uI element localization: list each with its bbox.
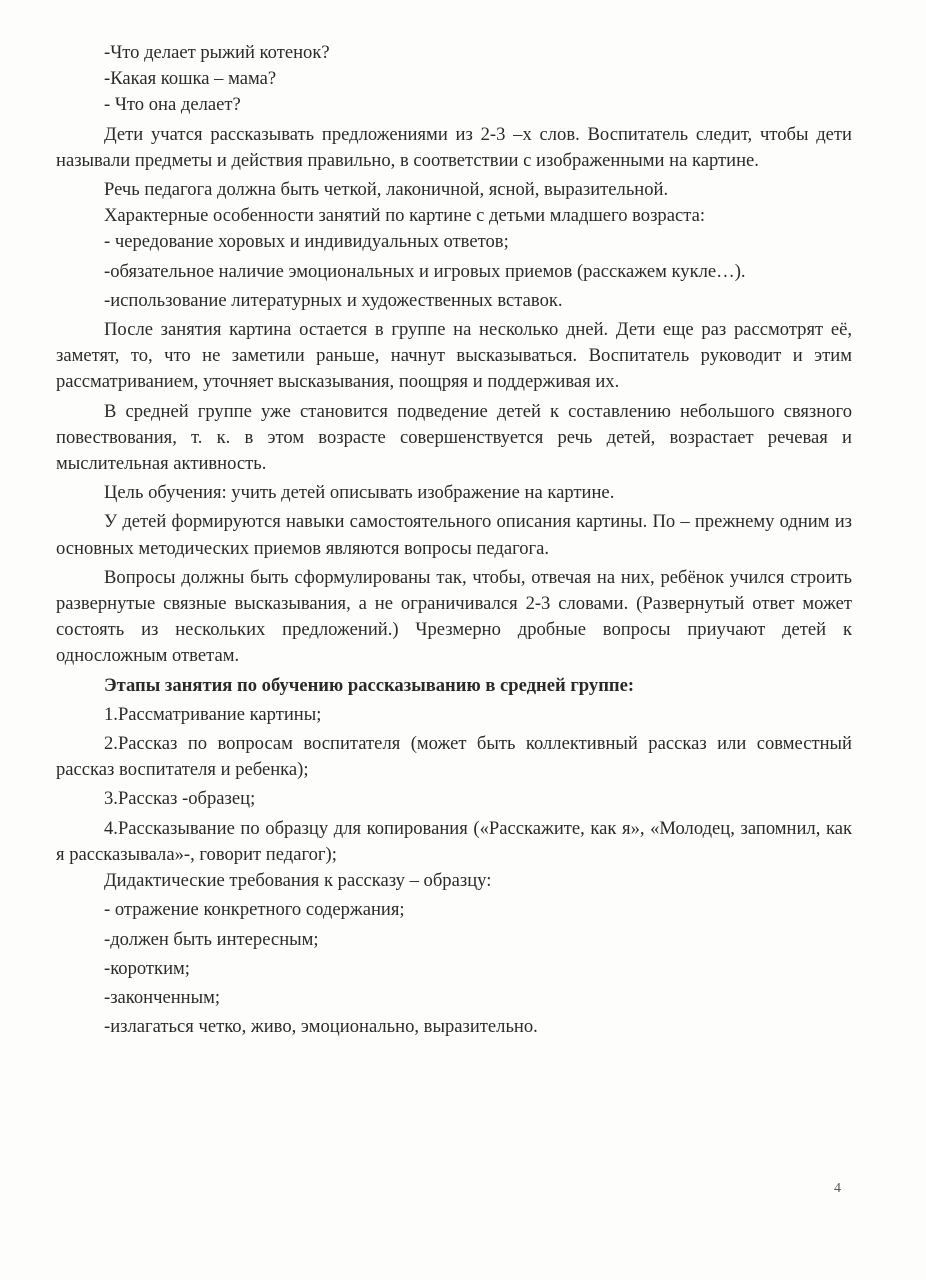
list-item: 2.Рассказ по вопросам воспитателя (может быть коллективный рассказ или совместный рассказ воспитателя и ребенка); (56, 733, 852, 781)
paragraph: Цель обучения: учить детей описывать изображение на картине. (104, 482, 615, 504)
list-item: 1.Рассматривание картины; (104, 703, 322, 725)
paragraph: Речь педагога должна быть четкой, лаконичной, ясной, выразительной. (104, 179, 669, 201)
question-line: - Что она делает? (104, 94, 241, 116)
list-item: 3.Рассказ -образец; (104, 788, 256, 810)
list-item: - чередование хоровых и индивидуальных ответов; (104, 231, 509, 253)
paragraph: Вопросы должны быть сформулированы так, чтобы, отвечая на них, ребёнок учился строить развернутые связные высказывания, а не ограничивался 2-3 словами. (Развернутый ответ может состоять из нескольких предложений.) Чрезмерно дробные вопросы приучают детей к односложным ответам. (56, 566, 852, 667)
list-item: -обязательное наличие эмоциональных и игровых приемов (расскажем кукле…). (104, 260, 746, 282)
section-heading: Этапы занятия по обучению рассказыванию в средней группе: (104, 674, 635, 696)
list-item: - отражение конкретного содержания; (104, 899, 405, 921)
paragraph: У детей формируются навыки самостоятельного описания картины. По – прежнему одним из основных методических приемов являются вопросы педагога. (56, 511, 852, 559)
question-line: -Какая кошка – мама? (104, 68, 277, 90)
page-number: 4 (834, 1181, 841, 1196)
list-item: -должен быть интересным; (104, 928, 319, 950)
question-line: -Что делает рыжий котенок? (104, 42, 330, 63)
list-item: -использование литературных и художественных вставок. (104, 289, 563, 311)
paragraph: Дети учатся рассказывать предложениями из 2-3 –х слов. Воспитатель следит, чтобы дети называли предметы и действия правильно, в соответствии с изображенными на картине. (56, 123, 852, 171)
paragraph: После занятия картина остается в группе на несколько дней. Дети еще раз рассмотрят её, заметят, то, что не заметили раньше, начнут высказываться. Воспитатель руководит и этим рассматриванием, уточняет высказывания, поощряя и поддерживая их. (56, 319, 852, 393)
paragraph: Характерные особенности занятий по картине с детьми младшего возраста: (104, 205, 706, 227)
document-body (56, 40, 852, 1040)
paragraph: В средней группе уже становится подведение детей к составлению небольшого связного повествования, т. к. в этом возрасте совершенствуется речь детей, возрастает речевая и мыслительная активность. (56, 400, 852, 475)
paragraph: Дидактические требования к рассказу – образцу: (104, 870, 492, 892)
list-item: 4.Рассказывание по образцу для копирования («Расскажите, как я», «Молодец, запомнил, как я рассказывала»-, говорит педагог); (56, 817, 852, 865)
list-item: -законченным; (104, 986, 221, 1008)
list-item: -излагаться четко, живо, эмоционально, выразительно. (104, 1016, 538, 1038)
list-item: -коротким; (104, 957, 190, 979)
